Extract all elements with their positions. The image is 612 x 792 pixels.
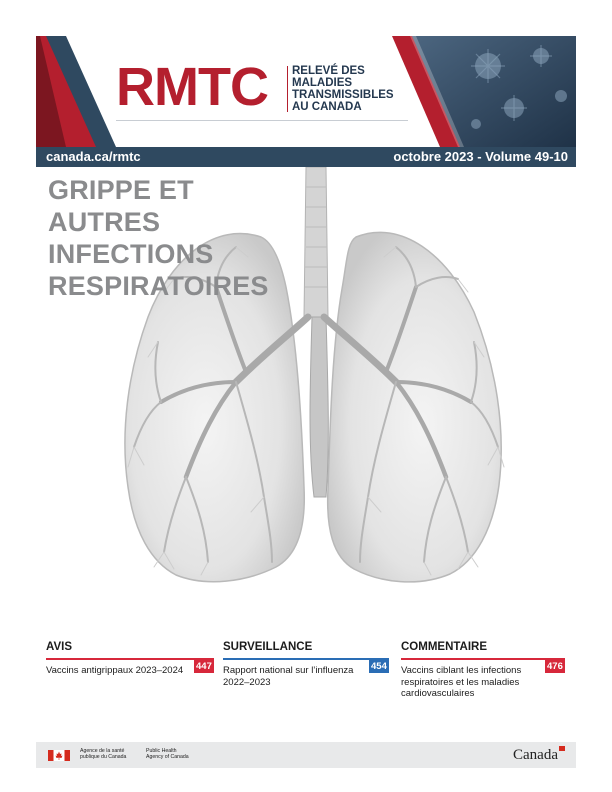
canada-flag-icon <box>48 750 70 761</box>
logo-divider <box>287 66 288 112</box>
masthead <box>36 36 576 147</box>
agency-line: Agence de la santé <box>80 748 125 754</box>
page-number-badge: 447 <box>196 661 212 672</box>
section-heading: SURVEILLANCE <box>223 641 313 653</box>
journal-name-line: TRANSMISSIBLES <box>292 89 394 101</box>
article-title-line: Vaccins ciblant les infections <box>401 665 522 676</box>
cover-title-line: RESPIRATOIRES <box>48 271 269 301</box>
issue-info: octobre 2023 - Volume 49-10 <box>393 149 568 164</box>
article-title-line: respiratoires et les maladies <box>401 676 520 688</box>
info-bar <box>36 147 576 167</box>
cover-title <box>48 174 348 302</box>
section-rule <box>401 658 565 660</box>
agency-name-fr <box>80 748 126 760</box>
cover-title-line: GRIPPE ET <box>48 175 194 205</box>
article-avis[interactable] <box>46 640 214 676</box>
article-surveillance[interactable] <box>223 640 391 688</box>
agency-line: publique du Canada <box>80 754 127 760</box>
article-listing <box>36 640 576 720</box>
section-heading: COMMENTAIRE <box>401 641 488 653</box>
cover-page <box>36 36 576 768</box>
website-link[interactable]: canada.ca/rmtc <box>46 149 141 164</box>
section-heading: AVIS <box>46 641 72 653</box>
journal-logo: RMTC <box>116 57 268 117</box>
page-number-badge: 454 <box>371 661 387 672</box>
page-number-badge: 476 <box>547 661 563 672</box>
journal-full-name <box>292 65 402 113</box>
masthead-rule <box>116 120 408 121</box>
article-title <box>46 665 183 677</box>
government-footer <box>36 742 576 768</box>
article-title <box>401 665 521 700</box>
cover-title-line: AUTRES <box>48 207 161 237</box>
canada-wordmark <box>513 747 558 764</box>
journal-name-line: AU CANADA <box>292 101 362 113</box>
journal-name-line: RELEVÉ DES <box>292 65 365 77</box>
section-rule <box>223 658 389 660</box>
article-commentaire[interactable] <box>401 640 567 699</box>
article-title-line: cardiovasculaires <box>401 688 475 699</box>
article-title-line: Vaccins antigrippaux 2023–2024 <box>46 665 184 676</box>
article-title <box>223 665 353 688</box>
wordmark-text: Canada <box>513 747 558 763</box>
cover-illustration <box>36 167 576 629</box>
cover-title-line: INFECTIONS <box>48 239 214 269</box>
section-rule <box>46 658 214 660</box>
article-title-line: Rapport national sur l’influenza <box>223 665 354 676</box>
agency-line: Agency of Canada <box>146 754 189 760</box>
agency-line: Public Health <box>146 748 177 754</box>
journal-name-line: MALADIES <box>292 77 353 89</box>
wordmark-flag-icon <box>559 746 565 751</box>
article-title-line: 2022–2023 <box>223 676 271 688</box>
agency-name-en <box>146 748 189 760</box>
